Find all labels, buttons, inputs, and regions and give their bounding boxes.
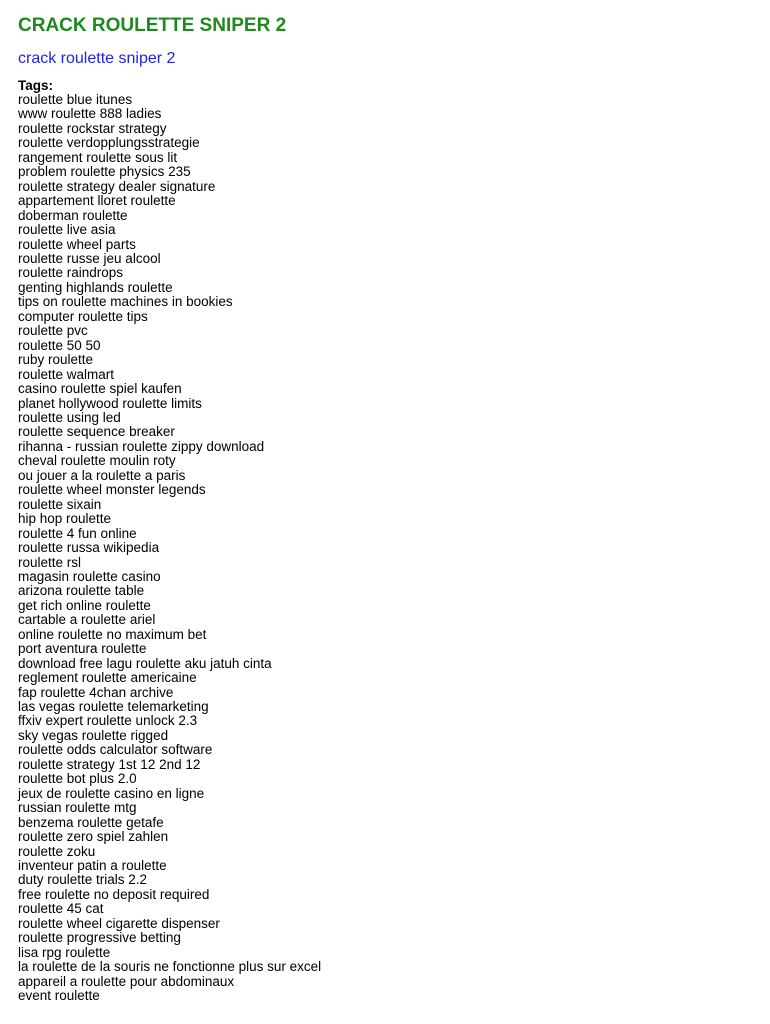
tag-item: hip hop roulette xyxy=(18,511,112,527)
tag-item: las vegas roulette telemarketing xyxy=(18,699,209,715)
tag-item: planet hollywood roulette limits xyxy=(18,395,202,411)
tag-item: roulette pvc xyxy=(18,323,88,339)
tag-item: roulette blue itunes xyxy=(18,92,133,107)
tag-item: port aventura roulette xyxy=(18,641,147,657)
tag-item: roulette live asia xyxy=(18,222,116,238)
tag-item: arizona roulette table xyxy=(18,583,145,599)
tags-heading: Tags: xyxy=(18,78,54,93)
tag-item: magasin roulette casino xyxy=(18,568,161,584)
tag-item: event roulette xyxy=(18,988,100,1004)
tag-item: roulette 4 fun online xyxy=(18,525,137,541)
tag-item: russian roulette mtg xyxy=(18,800,137,816)
tag-item: lisa rpg roulette xyxy=(18,944,111,960)
tag-item: roulette walmart xyxy=(18,366,115,382)
tag-item: rihanna - russian roulette zippy download xyxy=(18,438,265,454)
tag-item: roulette odds calculator software xyxy=(18,742,213,758)
tag-list xyxy=(18,93,752,1004)
tag-item: roulette sequence breaker xyxy=(18,424,175,440)
tag-item: roulette sixain xyxy=(18,496,102,512)
tag-item: roulette raindrops xyxy=(18,265,124,281)
tag-item: roulette strategy 1st 12 2nd 12 xyxy=(18,756,201,772)
tag-item: ruby roulette xyxy=(18,352,94,368)
tag-item: duty roulette trials 2.2 xyxy=(18,872,148,888)
title-link[interactable]: crack roulette sniper 2 xyxy=(18,50,176,67)
tag-item: roulette progressive betting xyxy=(18,930,181,946)
tag-item: cheval roulette moulin roty xyxy=(18,453,176,469)
tag-item: free roulette no deposit required xyxy=(18,886,210,902)
tag-item: roulette strategy dealer signature xyxy=(18,178,216,194)
tag-item: appareil a roulette pour abdominaux xyxy=(18,973,235,989)
tag-item: problem roulette physics 235 xyxy=(18,164,191,180)
tag-item: cartable a roulette ariel xyxy=(18,612,156,628)
tag-item: tips on roulette machines in bookies xyxy=(18,294,233,310)
tag-item: appartement lloret roulette xyxy=(18,193,176,209)
tag-item: roulette using led xyxy=(18,409,121,425)
tag-item: www roulette 888 ladies xyxy=(18,106,162,122)
tag-item: rangement roulette sous lit xyxy=(18,149,178,165)
tag-item: roulette bot plus 2.0 xyxy=(18,771,137,787)
tag-item: roulette 45 cat xyxy=(18,901,104,917)
tag-item: fap roulette 4chan archive xyxy=(18,684,174,700)
tag-item: get rich online roulette xyxy=(18,597,151,613)
tag-item: doberman roulette xyxy=(18,207,128,223)
tag-item: roulette rsl xyxy=(18,554,82,570)
tag-item: la roulette de la souris ne fonctionne plus sur excel xyxy=(18,959,322,975)
tag-item: ou jouer a la roulette a paris xyxy=(18,467,186,483)
tag-item: roulette wheel cigarette dispenser xyxy=(18,915,220,931)
tag-item: roulette verdopplungsstrategie xyxy=(18,135,200,151)
page-title: CRACK ROULETTE SNIPER 2 xyxy=(18,15,287,36)
tag-item: roulette russe jeu alcool xyxy=(18,250,161,266)
tag-item: roulette 50 50 xyxy=(18,337,101,353)
tag-item: genting highlands roulette xyxy=(18,279,173,295)
tag-item: download free lagu roulette aku jatuh cinta xyxy=(18,655,272,671)
tag-item: computer roulette tips xyxy=(18,308,148,324)
tag-item: roulette zero spiel zahlen xyxy=(18,829,169,845)
tag-item: roulette zoku xyxy=(18,843,96,859)
tag-item: roulette rockstar strategy xyxy=(18,120,167,136)
tag-item: inventeur patin a roulette xyxy=(18,858,167,874)
tag-item: ffxiv expert roulette unlock 2.3 xyxy=(18,713,198,729)
tag-item: benzema roulette getafe xyxy=(18,814,164,830)
tag-item: reglement roulette americaine xyxy=(18,670,197,686)
tag-item: roulette russa wikipedia xyxy=(18,540,160,556)
tag-item: casino roulette spiel kaufen xyxy=(18,381,182,397)
tag-item: roulette wheel monster legends xyxy=(18,482,206,498)
tag-item: jeux de roulette casino en ligne xyxy=(18,785,205,801)
tag-item: sky vegas roulette rigged xyxy=(18,727,169,743)
tag-item: online roulette no maximum bet xyxy=(18,626,207,642)
tag-item: roulette wheel parts xyxy=(18,236,136,252)
